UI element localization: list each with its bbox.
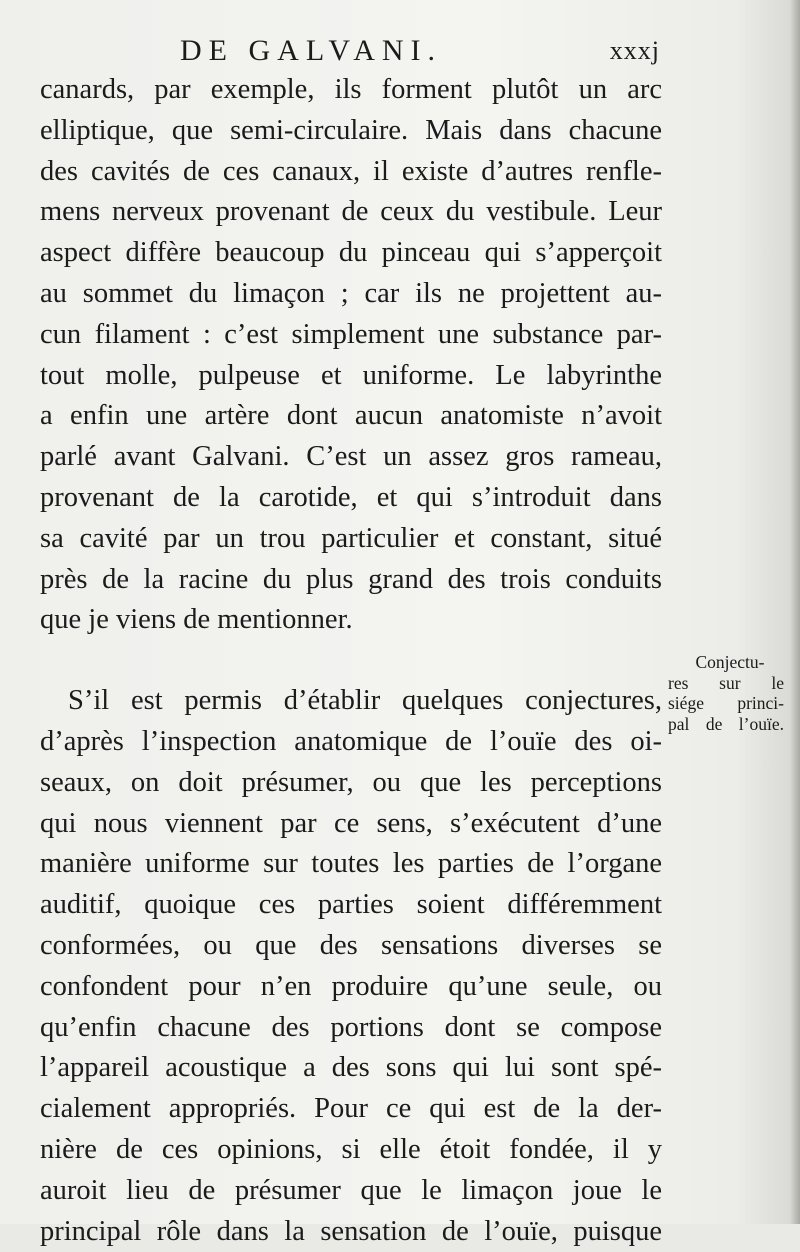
running-head-title: DE GALVANI. xyxy=(180,34,443,67)
text-line: l’appareil acoustique a des sons qui lui sont spé- xyxy=(40,1052,662,1084)
text-line: tout molle, pulpeuse et uniforme. Le labyrinthe xyxy=(40,359,662,391)
paragraph-gap xyxy=(40,641,662,681)
text-line: parlé avant Galvani. C’est un assez gros rameau, xyxy=(40,441,662,473)
paragraph-1 xyxy=(40,70,662,641)
text-line: d’après l’inspection anatomique de l’ouïe des oi- xyxy=(40,725,662,757)
text-line: provenant de la carotide, et qui s’introduit dans xyxy=(40,481,662,513)
margin-note-line: res sur le xyxy=(668,672,784,693)
margin-note-line: pal de l’ouïe. xyxy=(668,713,784,734)
text-line: S’il est permis d’établir quelques conjectures, xyxy=(68,685,662,717)
text-line: qui nous viennent par ce sens, s’exécutent d’une xyxy=(40,807,662,839)
text-line: elliptique, que semi-circulaire. Mais dans chacune xyxy=(40,114,662,146)
text-line: mens nerveux provenant de ceux du vestibule. Leur xyxy=(40,196,662,228)
running-head xyxy=(180,28,660,68)
text-line: manière uniforme sur toutes les parties de l’organe xyxy=(40,848,662,880)
body-text xyxy=(40,70,662,1252)
text-line: seaux, on doit présumer, ou que les perceptions xyxy=(40,766,662,798)
text-line: que je viens de mentionner. xyxy=(40,604,353,636)
text-line: au sommet du limaçon ; car ils ne projettent au- xyxy=(40,277,662,309)
text-line: confondent pour n’en produire qu’une seule, ou xyxy=(40,970,662,1002)
text-line: qu’enfin chacune des portions dont se compose xyxy=(40,1011,662,1043)
text-line: nière de ces opinions, si elle étoit fondée, il y xyxy=(40,1133,662,1165)
page-number: xxxj xyxy=(609,36,660,65)
text-line: auditif, quoique ces parties soient différemment xyxy=(40,889,662,921)
text-line: conformées, ou que des sensations diverses se xyxy=(40,929,662,961)
margin-note xyxy=(668,652,784,734)
page-spine-edge xyxy=(790,0,800,1224)
text-line: principal rôle dans la sensation de l’ouïe, puisque xyxy=(40,1215,662,1247)
text-line: sa cavité par un trou particulier et constant, situé xyxy=(40,522,662,554)
text-line: près de la racine du plus grand des trois conduits xyxy=(40,563,662,595)
text-line: des cavités de ces canaux, il existe d’autres renfle- xyxy=(40,155,662,187)
margin-note-line: Conjectu- xyxy=(695,652,765,672)
margin-note-line: siége princi- xyxy=(668,693,784,713)
text-line: aspect diffère beaucoup du pinceau qui s’apperçoit xyxy=(40,237,662,269)
text-line: a enfin une artère dont aucun anatomiste n’avoit xyxy=(40,400,662,432)
text-line: auroit lieu de présumer que le limaçon joue le xyxy=(40,1174,662,1206)
text-line: cialement appropriés. Pour ce qui est de la der- xyxy=(40,1093,662,1125)
paragraph-2 xyxy=(40,681,662,1252)
text-line: canards, par exemple, ils forment plutôt un arc xyxy=(40,74,662,105)
text-line: cun filament : c’est simplement une substance par- xyxy=(40,318,662,350)
